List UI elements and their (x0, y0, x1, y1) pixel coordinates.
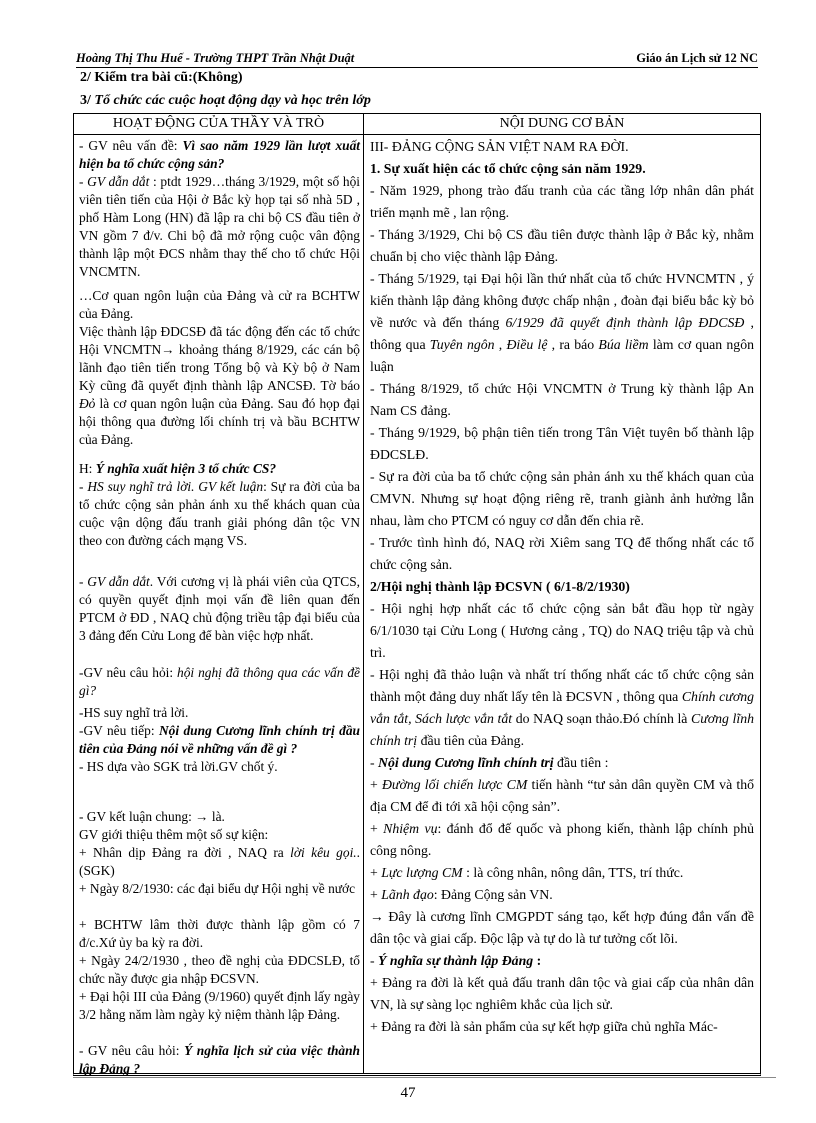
text-run: Lực lượng CM (381, 865, 463, 880)
page-number: 47 (400, 1085, 416, 1101)
text-run: - Hội nghị hợp nhất các tổ chức cộng sản bắt đầu họp từ ngày 6/1/1030 tại Cửu Long ( Hương cảng , TQ) do NAQ triệu tập và chủ trì. (370, 601, 754, 660)
text-run: - Tháng 9/1929, bộ phận tiên tiến trong Tân Việt tuyên bố thành lập ĐDCSLĐ. (370, 425, 754, 462)
text-run: - GV kết luận chung: → là. (79, 809, 225, 824)
text-run: lời kêu gọi. (290, 845, 357, 860)
text-run: + (370, 887, 382, 902)
text-run: + (370, 865, 382, 880)
paragraph (79, 916, 360, 952)
paragraph (370, 972, 754, 1016)
text-run: H: (79, 461, 96, 476)
paragraph (79, 880, 360, 898)
text-run: - Sự ra đời của ba tổ chức cộng sản phản ánh xu thế khách quan của CMVN. Nhưng sự hoạt động riêng rẽ, tranh giành ảnh hưởng lẫn nhau, làm cho PTCM có nguy cơ dẫn đến chia rẽ. (370, 469, 754, 528)
paragraph (79, 758, 360, 776)
text-run: Chính cương vắn tắt, Sách lược vắn tắt (370, 689, 754, 726)
text-run: Tuyên ngôn (429, 337, 495, 352)
text-run: : Đảng Cộng sản VN. (433, 887, 553, 902)
text-run: tiến hành “tư sản dân quyền CM và thổ địa CM để đi tới xã hội cộng sản”. (370, 777, 754, 814)
paragraph (79, 808, 360, 826)
text-run: + Đảng ra đời là sản phẩm của sự kết hợp giữa chủ nghĩa Mác- (370, 1019, 718, 1034)
text-run: - Trước tình hình đó, NAQ rời Xiêm sang TQ để thống nhất các tổ chức cộng sản. (370, 535, 754, 572)
text-run: - (370, 953, 379, 968)
text-run: Đỏ (79, 396, 96, 411)
text-run: , (494, 337, 507, 352)
text-run: , thông qua (370, 315, 754, 352)
text-run: Ý nghĩa sự thành lập Đảng (378, 953, 534, 968)
text-run: 1. Sự xuất hiện các tổ chức cộng sản năm 1929. (370, 161, 646, 176)
text-run: HS suy nghĩ trả lời. GV kết luận (87, 479, 264, 494)
text-run: - Năm 1929, phong trào đấu tranh của các tầng lớp nhân dân phát triển mạnh mẽ , lan rộng. (370, 183, 754, 220)
paragraph (79, 478, 360, 550)
text-run: …Cơ quan ngôn luận của Đảng và cử ra BCHTW của Đảng. (79, 288, 360, 321)
text-run: GV dẫn dắt (87, 174, 150, 189)
text-run: - GV nêu vấn đề: (79, 138, 183, 153)
text-run: - (79, 574, 88, 589)
text-run: + Nhân dịp Đảng ra đời , NAQ ra (79, 845, 291, 860)
paragraph (370, 378, 754, 422)
paragraph (370, 158, 754, 180)
text-run: Nội dung Cương lĩnh chính trị đầu tiên của Đảng nói về những vấn đề gì ? (79, 723, 360, 756)
text-run: .(SGK) (79, 845, 360, 878)
paragraph (79, 323, 360, 449)
paragraph (370, 1016, 754, 1038)
text-run: -GV nêu câu hỏi: (79, 665, 178, 680)
paragraph (370, 422, 754, 466)
text-run: Nhiệm vụ (383, 821, 438, 836)
text-run: + Đại hội III của Đảng (9/1960) quyết định lấy ngày 3/2 hằng năm làm ngày kỷ niệm thành lập Đảng. (79, 989, 360, 1022)
text-run: 2/Hội nghị thành lập ĐCSVN ( 6/1-8/2/1930) (370, 579, 630, 594)
text-run: GV dẫn dắt (87, 574, 150, 589)
text-run: làm cơ quan ngôn luận (370, 337, 754, 374)
paragraph (370, 598, 754, 664)
footer-rule (73, 1077, 776, 1078)
text-run: đầu tiên : (553, 755, 609, 770)
text-run: + Ngày 24/2/1930 , theo đề nghị của ĐDCSLĐ, tổ chức nầy được gia nhập ĐCSVN. (79, 953, 360, 986)
text-run: : ptdt 1929…tháng 3/1929, một số hội viên tiên tiến của Hội ở Bắc kỳ họp tại số nhà 5D , phố Hàm Long (HN) đã lập ra chi bộ CS đầu tiên ở VN gồm 7 đ/v. Chi bộ đã mở rộng cuộc vân động thành lập một ĐCS nhằm thay thế cho tổ chức Hội VNCMTN. (79, 174, 361, 279)
paragraph (79, 460, 360, 478)
text-run: Lãnh đạo (381, 887, 434, 902)
paragraph (79, 1042, 360, 1078)
text-run: + BCHTW lâm thời được thành lập gồm có 7 đ/c.Xứ ủy ba kỳ ra đời. (79, 917, 360, 950)
text-run: . Với cương vị là phái viên của QTCS, có quyền quyết định mọi vấn đề liên quan đến PTCM ở ĐD , NAQ chủ động triều tập đại biểu của 3 đảng đến Cửu Long để bàn việc hợp nhất. (79, 574, 360, 643)
paragraph (370, 950, 754, 972)
text-run: - HS dựa vào SGK trả lời.GV chốt ý. (79, 759, 278, 774)
header-author: Hoàng Thị Thu Huế - Trường THPT Trần Nhật Duật (76, 51, 355, 65)
text-run: hội nghị đã thông qua các vấn đề gì? (79, 665, 360, 698)
text-run: , ra báo (547, 337, 599, 352)
text-run: - (79, 174, 88, 189)
text-run: Ý nghĩa lịch sử của việc thành lập Đảng ? (79, 1043, 361, 1076)
paragraph (370, 136, 754, 158)
text-run: : (533, 953, 542, 968)
text-run: Điều lệ (506, 337, 548, 352)
section-activities (80, 93, 371, 109)
text-run: Vì sao năm 1929 lần lượt xuất hiện ba tổ chức cộng sản? (79, 138, 361, 171)
paragraph (79, 826, 360, 844)
text-run: - (79, 479, 88, 494)
col-header-activities: HOẠT ĐỘNG CỦA THẦY VÀ TRÒ (112, 116, 325, 131)
text-run: -GV nêu tiếp: (79, 723, 159, 738)
column-divider (363, 114, 364, 1073)
paragraph (79, 704, 360, 722)
paragraph (370, 862, 754, 884)
paragraph (370, 818, 754, 862)
text-run: Việc thành lập ĐDCSĐ đã tác động đến các tổ chức Hội VNCMTN→ khoảng tháng 8/1929, các cán bộ lãnh đạo tiên tiến trong Tổng bộ và Kỳ bộ ở Nam Kỳ cũng đã quyết định thành lập ANCSĐ. Tờ báo (79, 324, 360, 393)
text-run: + Ngày 8/2/1930: các đại biểu dự Hội nghị về nước (79, 881, 356, 896)
paragraph (79, 173, 360, 281)
section-review: 2/ Kiểm tra bài cũ:(Không) (80, 70, 243, 85)
text-run: + (370, 777, 382, 792)
text-run: - GV nêu câu hỏi: (79, 1043, 185, 1058)
paragraph (79, 664, 360, 700)
paragraph (370, 664, 754, 752)
text-run: + Đảng ra đời là kết quả đấu tranh dân tộc và giai cấp của nhân dân VN, là sự sàng lọc nghiêm khắc của lịch sử. (370, 975, 754, 1012)
paragraph (370, 752, 754, 774)
text-run: đầu tiên của Đảng. (417, 733, 525, 748)
lesson-table (73, 113, 761, 1076)
text-run: - Tháng 8/1929, tổ chức Hội VNCMTN ở Trung kỳ thành lập An Nam CS đảng. (370, 381, 754, 418)
paragraph (370, 180, 754, 224)
text-run: là cơ quan ngôn luận của Đảng. Sau đó họp đại hội thông qua đường lối chính trị và bầu BCHTW của Đảng. (79, 396, 360, 447)
text-run: + (370, 821, 384, 836)
text-run: : đánh đổ đế quốc và phong kiến, thành lập chính phủ công nông. (370, 821, 754, 858)
paragraph (79, 287, 360, 323)
text-run: 6/1929 đã quyết định thành lập ĐDCSĐ (505, 315, 745, 330)
paragraph (79, 988, 360, 1024)
paragraph (370, 906, 754, 950)
text-run: Đường lối chiến lược CM (381, 777, 528, 792)
text-run: - (370, 755, 379, 770)
text-run: : là công nhân, nông dân, TTS, trí thức. (462, 865, 684, 880)
content-column (370, 136, 754, 1038)
text-run: - Tháng 3/1929, Chi bộ CS đầu tiên được thành lập ở Bắc kỳ, nhằm chuẩn bị cho việc thành lập Đảng. (370, 227, 754, 264)
text-run: Nội dung Cương lĩnh chính trị (378, 755, 554, 770)
text-run: GV giới thiệu thêm một số sự kiện: (79, 827, 269, 842)
paragraph (370, 774, 754, 818)
paragraph (370, 268, 754, 378)
text-run: - Hội nghị đã thảo luận và nhất trí thống nhất các tổ chức cộng sản thành một đảng duy nhất lấy tên là ĐCSVN , thông qua (370, 667, 754, 704)
table-header-row (74, 114, 760, 135)
page-header (76, 51, 758, 68)
paragraph (79, 844, 360, 880)
text-run: III- ĐẢNG CỘNG SẢN VIỆT NAM RA ĐỜI. (370, 139, 629, 154)
text-run: - Tháng 5/1929, tại Đại hội lần thứ nhất của tổ chức HVNCMTN , ý kiến thành lập đảng không được chấp nhận , đoàn đại biểu bắc kỳ bỏ về nước và đến tháng (370, 271, 754, 330)
text-run: Ý nghĩa xuất hiện 3 tổ chức CS? (95, 461, 277, 476)
text-run: do NAQ soạn thảo.Đó chính là (512, 711, 692, 726)
paragraph (79, 722, 360, 758)
paragraph (370, 224, 754, 268)
text-run: : Sự ra đời của ba tổ chức cộng sản phản ánh xu thế khách quan của cuộc vận dộng đấu tranh giải phóng dân tộc VN theo con đường cách mạng VS. (79, 479, 360, 548)
section-title: Tổ chức các cuộc hoạt động dạy và học trên lớp (94, 93, 371, 108)
col-header-content: NỘI DUNG CƠ BẢN (499, 116, 625, 131)
paragraph (370, 576, 754, 598)
text-run: → Đây là cương lĩnh CMGPDT sáng tạo, kết hợp đúng đắn vấn đề dân tộc và giai cấp. Độc lập và tự do là tư tưởng cốt lõi. (370, 909, 754, 946)
paragraph (370, 466, 754, 532)
paragraph (79, 137, 360, 173)
section-number: 3/ (80, 93, 95, 108)
paragraph (370, 532, 754, 576)
paragraph (370, 884, 754, 906)
text-run: Búa liềm (598, 337, 649, 352)
paragraph (79, 573, 360, 645)
text-run: Cương lĩnh chính trị (370, 711, 754, 748)
text-run: -HS suy nghĩ trả lời. (79, 705, 189, 720)
paragraph (79, 952, 360, 988)
header-subject: Giáo án Lịch sử 12 NC (636, 51, 758, 65)
